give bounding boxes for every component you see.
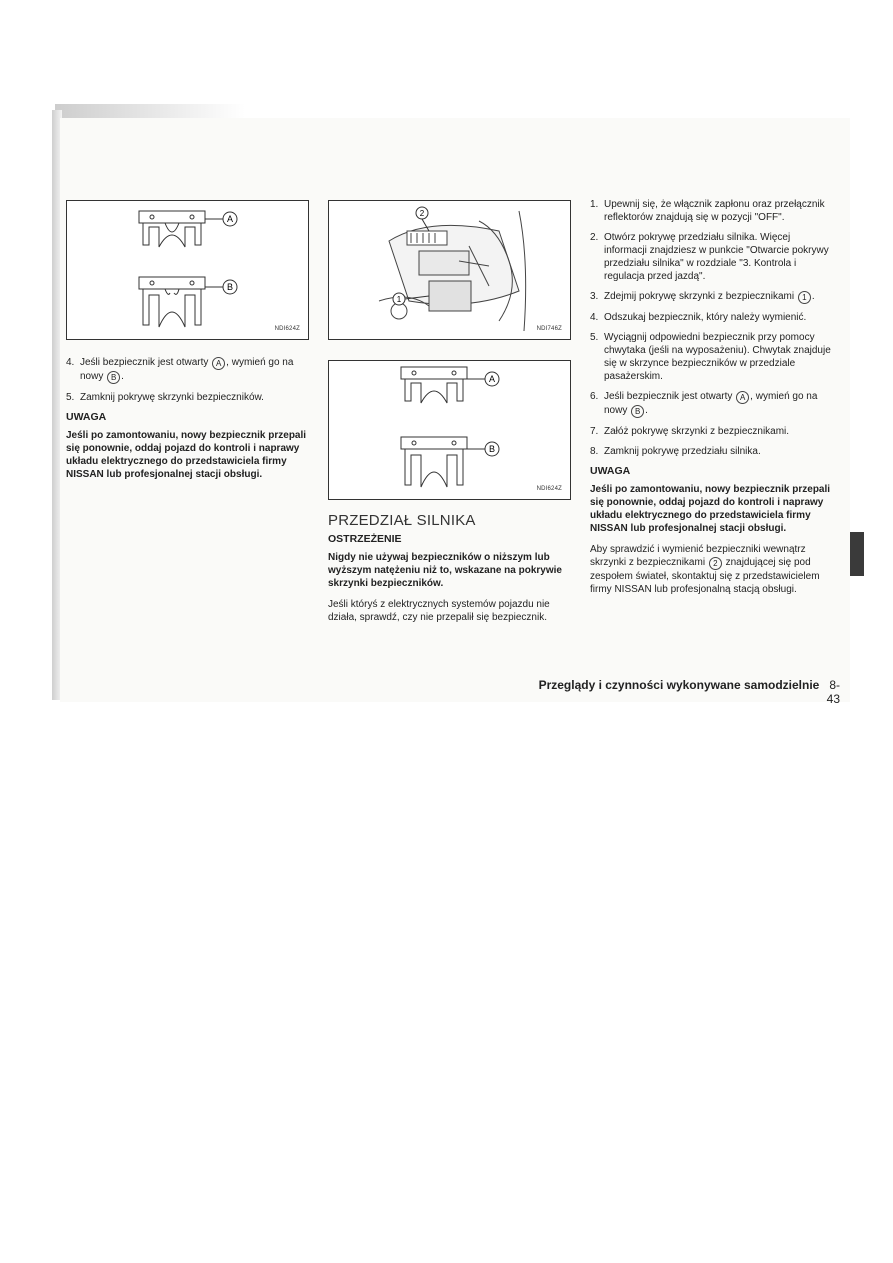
step-text: Otwórz pokrywę przedziału silnika. Więcej informacji znajdziesz w punkcie "Otwarcie pokrywy przedziału silnika" w rozdziale "3. Kontrola i regulacja przed jazdą". [604, 232, 829, 282]
column-left [66, 200, 309, 489]
steps-list-right [590, 198, 832, 458]
label-a: A [226, 214, 234, 224]
step-text: Odszukaj bezpiecznik, który należy wymienić. [604, 312, 807, 323]
fuse-figure-left [66, 200, 309, 340]
circled-symbol: 2 [709, 557, 722, 570]
callout-2: 2 [419, 209, 425, 218]
list-item [590, 425, 832, 438]
column-middle [328, 200, 571, 632]
steps-list-left [66, 356, 309, 404]
step-text: . [645, 405, 648, 416]
footer-title: Przeglądy i czynności wykonywane samodzielnie [538, 678, 820, 692]
step-number: 1. [590, 199, 599, 210]
column-right [590, 198, 832, 604]
fuse-figure-mid [328, 360, 571, 500]
note-text: Jeśli po zamontowaniu, nowy bezpiecznik przepali się ponownie, oddaj pojazd do kontroli i naprawy układu elektrycznego do przedstawiciela firmy NISSAN lub profesjonalnej stacji obsługi. [66, 430, 307, 480]
note-heading: UWAGA [590, 465, 631, 477]
fuse-diagram-mid [329, 361, 570, 499]
step-number: 7. [590, 426, 599, 437]
list-item [590, 311, 832, 324]
chapter-tab [850, 532, 864, 576]
label-b: B [488, 444, 496, 454]
step-text: Jeśli bezpiecznik jest otwarty [80, 357, 212, 368]
step-number: 4. [590, 312, 599, 323]
step-text: Zamknij pokrywę przedziału silnika. [604, 446, 761, 457]
figure-code: NDI746Z [536, 326, 562, 332]
note-text: Jeśli po zamontowaniu, nowy bezpiecznik przepali się ponownie, oddaj pojazd do kontroli i naprawy układu elektrycznego do przedstawiciela firmy NISSAN lub profesjonalnej stacji obsługi. [590, 484, 831, 534]
step-number: 8. [590, 446, 599, 457]
fuse-blown-drawing [401, 437, 467, 487]
step-text: , wymień go na nowy [604, 391, 818, 416]
list-item [590, 231, 832, 283]
figure-code: NDI624Z [536, 486, 562, 492]
fuse-blown-drawing [139, 277, 205, 327]
list-item [590, 390, 832, 418]
list-item [590, 198, 832, 224]
callout-1: 1 [396, 295, 402, 304]
body-paragraph: Jeśli któryś z elektrycznych systemów pojazdu nie działa, sprawdź, czy nie przepalił się bezpiecznik. [328, 599, 550, 623]
step-number: 5. [66, 392, 75, 403]
step-text: Wyciągnij odpowiedni bezpiecznik przy pomocy chwytaka (jeśli na wyposażeniu). Chwytak znajduje się w skrzynce bezpieczników w przedziale pasażerskim. [604, 332, 831, 382]
fuse-good-drawing [139, 211, 205, 247]
label-a: A [488, 374, 496, 384]
circled-symbol: A [212, 357, 225, 370]
circled-symbol: B [631, 405, 644, 418]
note-heading: UWAGA [66, 411, 107, 423]
circled-symbol: 1 [798, 291, 811, 304]
step-text: Upewnij się, że włącznik zapłonu oraz przełącznik reflektorów znajdują się w pozycji "OFF". [604, 199, 825, 223]
body-paragraph [590, 543, 832, 596]
step-number: 4. [66, 357, 75, 368]
circled-symbol: A [736, 391, 749, 404]
list-item [66, 356, 309, 384]
engine-diagram [329, 201, 570, 339]
figure-code: NDI624Z [274, 326, 300, 332]
warning-heading: OSTRZEŻENIE [328, 533, 402, 545]
step-text: Zdejmij pokrywę skrzynki z bezpiecznikami [604, 291, 797, 302]
step-text: . [121, 371, 124, 382]
paragraph-text: Aby sprawdzić i wymienić bezpieczniki wewnątrz skrzynki z bezpiecznikami [590, 544, 806, 568]
circled-symbol: B [107, 371, 120, 384]
section-title: PRZEDZIAŁ SILNIKA [328, 512, 476, 529]
step-text: Zamknij pokrywę skrzynki bezpieczników. [80, 392, 264, 403]
engine-bay-drawing [379, 211, 526, 331]
list-item [590, 290, 832, 304]
fuse-diagram-left [67, 201, 308, 339]
paragraph-text: znajdującej się pod zespołem świateł, skontaktuj się z przedstawicielem firmy NISSAN lub profesjonalną stacją obsługi. [590, 557, 820, 595]
step-text: , wymień go na nowy [80, 357, 294, 382]
step-text: Załóż pokrywę skrzynki z bezpiecznikami. [604, 426, 790, 437]
step-number: 2. [590, 232, 599, 243]
list-item [590, 445, 832, 458]
list-item [66, 391, 309, 404]
page-number: 8-43 [826, 678, 840, 706]
label-b: B [226, 282, 234, 292]
step-number: 5. [590, 332, 599, 343]
warning-text: Nigdy nie używaj bezpieczników o niższym lub wyższym natężeniu niż to, wskazane na pokrywie skrzynki bezpieczników. [328, 552, 562, 589]
list-item [590, 331, 832, 383]
step-number: 6. [590, 391, 599, 402]
page-footer [530, 678, 840, 706]
step-number: 3. [590, 291, 599, 302]
step-text: . [811, 291, 815, 302]
engine-figure [328, 200, 571, 340]
fuse-good-drawing [401, 367, 467, 403]
step-text: Jeśli bezpiecznik jest otwarty [604, 391, 736, 402]
